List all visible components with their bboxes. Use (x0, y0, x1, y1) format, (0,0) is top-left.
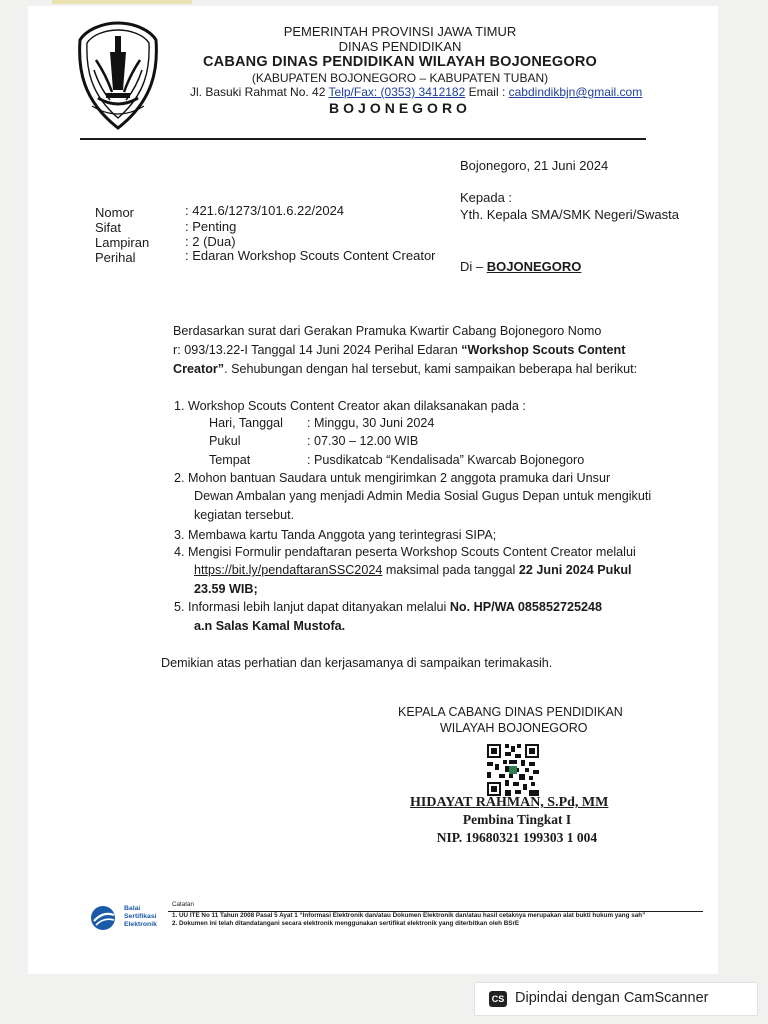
signer-nip: NIP. 19680321 199303 1 004 (436, 830, 598, 845)
intro-line-2-text: r: 093/13.22-I Tanggal 14 Juni 2024 Perihal Edaran (173, 343, 462, 357)
item-5-line-2: a.n Salas Kamal Mustofa. (194, 619, 346, 633)
schedule-day-value: : Minggu, 30 Juni 2024 (307, 416, 435, 430)
item-2-line-2: Dewan Ambalan yang menjadi Admin Media Sosial Gugus Depan untuk mengikuti (194, 489, 652, 503)
qr-code-icon (487, 744, 539, 796)
closing-text: Demikian atas perhatian dan kerjasamanya di sampaikan terimakasih. (161, 656, 553, 670)
bsre-line-3: Elektronik (124, 921, 157, 928)
intro-line-1: Berdasarkan surat dari Gerakan Pramuka Kwartir Cabang Bojonegoro Nomo (173, 324, 602, 338)
item-4-line-3: 23.59 WIB; (194, 582, 258, 596)
di-label: Di – (460, 259, 487, 274)
signer-name: HIDAYAT RAHMAN, S.Pd, MM (410, 795, 609, 810)
meta-perihal-value: : Edaran Workshop Scouts Content Creator (185, 248, 436, 263)
signer-rank: Pembina Tingkat I (462, 812, 572, 827)
meta-perihal-label: Perihal (95, 250, 136, 265)
item-2-line-3: kegiatan tersebut. (194, 508, 295, 522)
schedule-time-label: Pukul (209, 434, 241, 448)
letterhead-title: CABANG DINAS PENDIDIKAN WILAYAH BOJONEGORO (202, 54, 598, 70)
item-1: 1. Workshop Scouts Content Creator akan dilaksanakan pada : (174, 399, 526, 413)
schedule-time-value: : 07.30 – 12.00 WIB (307, 434, 419, 448)
footer-note-2: 2. Dokumen ini telah ditandatangani secara elektronik menggunakan sertifikat elektronik yang diterbitkan oleh BSrE (172, 920, 520, 927)
email-link[interactable]: cabdindikbjn@gmail.com (508, 85, 643, 99)
item-5-text: 5. Informasi lebih lanjut dapat ditanyakan melalui (174, 600, 450, 614)
meta-nomor-label: Nomor (95, 205, 135, 220)
letter-date: Bojonegoro, 21 Juni 2024 (460, 158, 609, 173)
item-4-line-1: 4. Mengisi Formulir pendaftaran peserta Workshop Scouts Content Creator melalui (174, 545, 636, 559)
camscanner-watermark (474, 982, 758, 1016)
recipient-name: Yth. Kepala SMA/SMK Negeri/Swasta (460, 207, 679, 222)
signature-title-1: KEPALA CABANG DINAS PENDIDIKAN (398, 705, 623, 719)
bsre-line-2: Sertifikasi (124, 913, 157, 920)
registration-link[interactable]: https://bit.ly/pendaftaranSSC2024 (194, 563, 383, 577)
intro-subject: “Workshop Scouts Content (461, 343, 626, 357)
item-3: 3. Membawa kartu Tanda Anggota yang terintegrasi SIPA; (174, 528, 497, 542)
item-4-mid: maksimal pada tanggal (382, 563, 519, 577)
address-text: Jl. Basuki Rahmat No. 42 (190, 85, 329, 99)
recipient-label: Kepada : (460, 190, 513, 205)
meta-lampiran-label: Lampiran (95, 235, 150, 250)
schedule-place-label: Tempat (209, 453, 251, 467)
letterhead-address (190, 85, 643, 99)
recipient-location (460, 259, 581, 274)
meta-sifat-label: Sifat (95, 220, 122, 235)
letterhead-line-4: (KABUPATEN BOJONEGORO – KABUPATEN TUBAN) (251, 71, 549, 85)
item-2-line-1: 2. Mohon bantuan Saudara untuk mengirimkan 2 anggota pramuka dari Unsur (174, 471, 611, 485)
item-5-line-1 (174, 598, 602, 617)
camscanner-text: Dipindai dengan CamScanner (515, 990, 709, 1006)
intro-line-2 (173, 341, 625, 360)
bsre-logo-icon (90, 905, 120, 931)
intro-line-3 (173, 360, 637, 379)
meta-sifat-value: : Penting (185, 219, 237, 234)
letterhead-line-2: DINAS PENDIDIKAN (338, 39, 462, 54)
email-label: Email : (465, 85, 509, 99)
footer-note-1: 1. UU ITE No 11 Tahun 2008 Pasal 5 Ayat 1 “Informasi Elektronik dan/atau Dokumen Elektronik dan/atau hasil cetaknya merupakan alat bukti hukum yang sah” (172, 912, 646, 919)
letterhead-line-1: PEMERINTAH PROVINSI JAWA TIMUR (283, 24, 517, 39)
meta-lampiran-value: : 2 (Dua) (185, 234, 236, 249)
letterhead-city: BOJONEGORO (329, 100, 471, 116)
schedule-day-label: Hari, Tanggal (209, 416, 283, 430)
jawa-timur-emblem-icon (76, 20, 160, 132)
bsre-label (124, 905, 157, 929)
meta-nomor-value: : 421.6/1273/101.6.22/2024 (185, 203, 345, 218)
item-5-phone: No. HP/WA 085852725248 (449, 600, 602, 614)
item-4-line-2 (194, 561, 632, 580)
intro-line-3-text: . Sehubungan dengan hal tersebut, kami sampaikan beberapa hal berikut: (224, 362, 638, 376)
di-city: BOJONEGORO (486, 259, 582, 274)
bsre-line-1: Balai (124, 905, 141, 912)
intro-subject-end: Creator” (173, 362, 225, 376)
phone-link[interactable]: Telp/Fax: (0353) 3412182 (328, 85, 466, 99)
camscanner-logo-icon: CS (489, 991, 507, 1007)
signature-title-2: WILAYAH BOJONEGORO (440, 721, 588, 735)
letterhead-divider (80, 138, 646, 140)
footer-note-heading: Catatan (172, 901, 195, 908)
item-4-deadline: 22 Juni 2024 Pukul (518, 563, 632, 577)
schedule-place-value: : Pusdikatcab “Kendalisada” Kwarcab Bojonegoro (307, 453, 585, 467)
